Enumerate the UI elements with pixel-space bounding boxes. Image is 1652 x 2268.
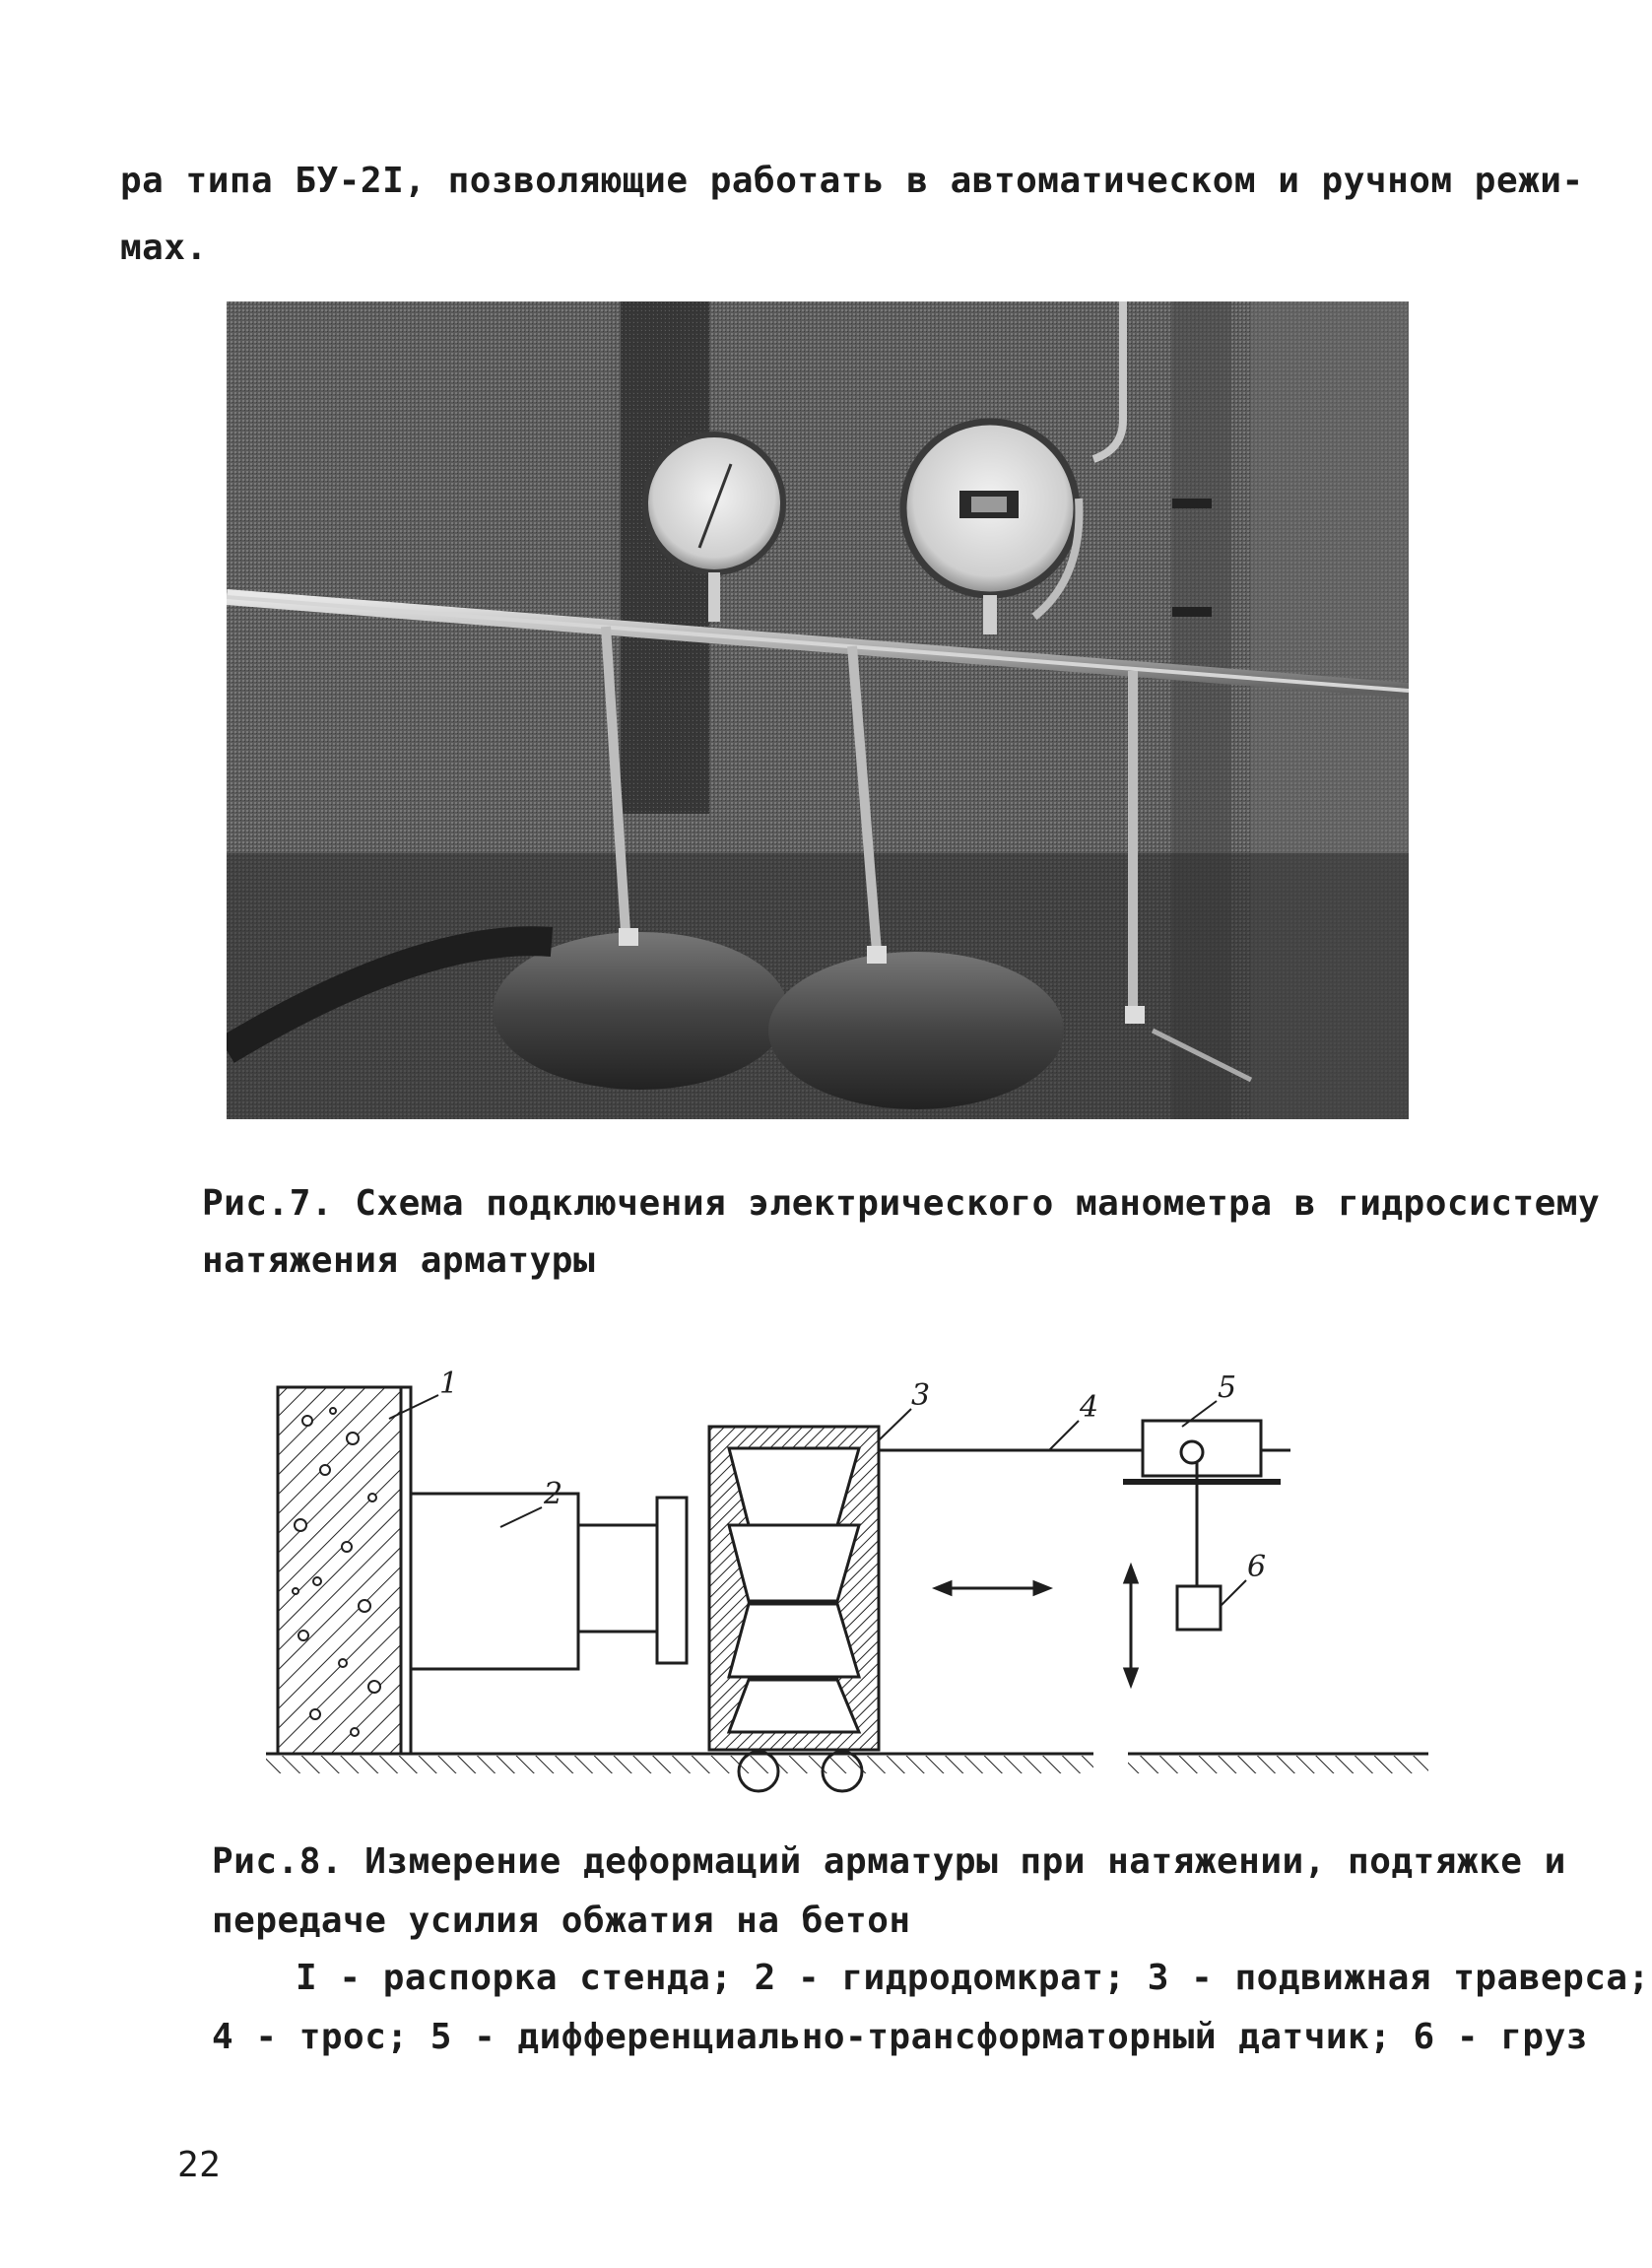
horizontal-motion-arrow: [936, 1582, 1049, 1594]
figure-7-caption-line-2: натяжения арматуры: [202, 1240, 596, 1281]
intro-text-line-2: мах.: [120, 228, 208, 268]
weight: [1177, 1586, 1221, 1630]
figure-7-caption-line-1: Рис.7. Схема подключения электрического манометра в гидросистему: [202, 1183, 1601, 1224]
stand-strut: [278, 1387, 411, 1754]
label-4: 4: [1080, 1390, 1099, 1425]
intro-text-line-1: ра типа БУ-2I, позволяющие работать в автоматическом и ручном режи-: [120, 161, 1584, 201]
figure-7-photo: [227, 301, 1409, 1119]
page-number: 22: [177, 2145, 222, 2185]
label-5: 5: [1218, 1370, 1237, 1405]
label-1: 1: [439, 1367, 459, 1401]
figure-8-legend-line-2: 4 - трос; 5 - дифференциально-трансформаторный датчик; 6 - груз: [212, 2017, 1588, 2057]
label-6: 6: [1247, 1550, 1267, 1584]
figure-8-legend-line-1: I - распорка стенда; 2 - гидродомкрат; 3 - подвижная траверса;: [296, 1958, 1650, 1998]
movable-traverse: [709, 1427, 879, 1791]
figure-8-caption-line-1: Рис.8. Измерение деформаций арматуры при натяжении, подтяжке и: [212, 1841, 1566, 1882]
vertical-motion-arrow: [1125, 1567, 1137, 1685]
hydraulic-jack: [411, 1494, 687, 1669]
ground-line: [266, 1754, 1428, 1773]
label-3: 3: [911, 1378, 931, 1413]
figure-8-caption-line-2: передаче усилия обжатия на бетон: [212, 1901, 911, 1941]
figure-8-diagram: [256, 1360, 1438, 1813]
label-2: 2: [544, 1477, 563, 1511]
